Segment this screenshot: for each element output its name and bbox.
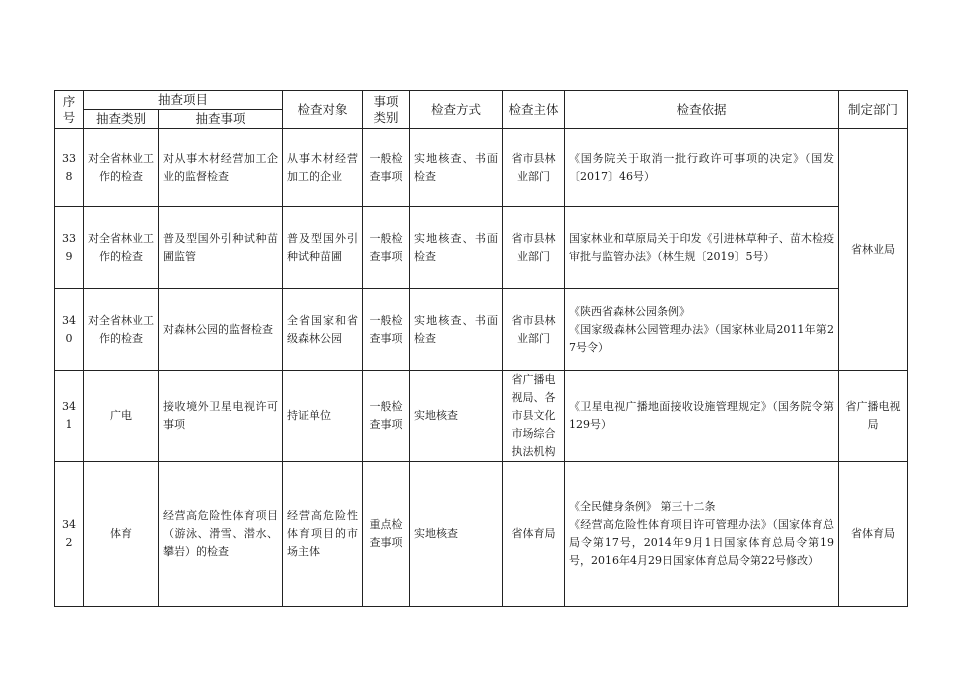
cell-category: 广电 bbox=[84, 371, 159, 462]
cell-type: 一般检查事项 bbox=[363, 129, 410, 207]
header-seq-line1: 序 bbox=[62, 93, 76, 109]
cell-seq: 341 bbox=[55, 371, 84, 462]
header-check-subject: 检查主体 bbox=[503, 91, 565, 129]
basis-line: 《国务院关于取消一批行政许可事项的决定》（国发〔2017〕46号） bbox=[569, 151, 835, 183]
table-row bbox=[55, 129, 908, 207]
table-row bbox=[55, 462, 908, 607]
basis-line: 《卫星电视广播地面接收设施管理规定》（国务院令第129号） bbox=[569, 400, 835, 431]
cell-object: 经营高危险性体育项目的市场主体 bbox=[283, 462, 363, 607]
cell-basis bbox=[565, 371, 839, 462]
cell-matter: 接收境外卫星电视许可事项 bbox=[159, 371, 283, 462]
cell-dept-forestry: 省林业局 bbox=[839, 129, 908, 371]
cell-object: 普及型国外引种试种苗圃 bbox=[283, 207, 363, 289]
basis-line: 《陕西省森林公园条例》 bbox=[569, 304, 691, 318]
cell-subject: 省体育局 bbox=[503, 462, 565, 607]
cell-dept-sports: 省体育局 bbox=[839, 462, 908, 607]
basis-line: 《经营高危险性体育项目许可管理办法》（国家体育总局令第17号，2014年9月1日国家体育总局令第19号，2016年4月29日国家体育总局令第22号修改） bbox=[569, 518, 835, 567]
cell-seq: 339 bbox=[55, 207, 84, 289]
cell-type: 一般检查事项 bbox=[363, 371, 410, 462]
header-spot-check-item: 抽查项目 bbox=[84, 91, 283, 110]
cell-subject: 省市县林业部门 bbox=[503, 207, 565, 289]
header-seq bbox=[55, 91, 84, 129]
cell-seq: 340 bbox=[55, 289, 84, 371]
cell-category: 体育 bbox=[84, 462, 159, 607]
spot-check-table bbox=[54, 90, 908, 607]
cell-method: 实地核查、书面检查 bbox=[410, 289, 503, 371]
cell-type: 重点检查事项 bbox=[363, 462, 410, 607]
cell-subject: 省广播电视局、各市县文化市场综合执法机构 bbox=[503, 371, 565, 462]
cell-object: 全省国家和省级森林公园 bbox=[283, 289, 363, 371]
header-row-top bbox=[55, 91, 908, 110]
cell-category: 对全省林业工作的检查 bbox=[84, 129, 159, 207]
cell-method: 实地核查、书面检查 bbox=[410, 129, 503, 207]
header-seq-line2: 号 bbox=[62, 109, 76, 125]
cell-method: 实地核查 bbox=[410, 371, 503, 462]
cell-category: 对全省林业工作的检查 bbox=[84, 289, 159, 371]
cell-basis bbox=[565, 289, 839, 371]
cell-matter: 对从事木材经营加工企业的监督检查 bbox=[159, 129, 283, 207]
cell-basis bbox=[565, 462, 839, 607]
header-formulating-dept: 制定部门 bbox=[839, 91, 908, 129]
cell-category: 对全省林业工作的检查 bbox=[84, 207, 159, 289]
cell-basis bbox=[565, 129, 839, 207]
cell-method: 实地核查、书面检查 bbox=[410, 207, 503, 289]
header-check-basis: 检查依据 bbox=[565, 91, 839, 129]
cell-matter: 对森林公园的监督检查 bbox=[159, 289, 283, 371]
cell-type: 一般检查事项 bbox=[363, 289, 410, 371]
table-row bbox=[55, 289, 908, 371]
cell-subject: 省市县林业部门 bbox=[503, 289, 565, 371]
table-row bbox=[55, 207, 908, 289]
basis-line: 《全民健身条例》 第三十二条 bbox=[569, 500, 716, 513]
cell-basis bbox=[565, 207, 839, 289]
header-check-method: 检查方式 bbox=[410, 91, 503, 129]
header-item-type-line1: 事项 bbox=[373, 93, 399, 109]
header-item-type bbox=[363, 91, 410, 129]
basis-line: 《国家级森林公园管理办法》（国家林业局2011年第27号令） bbox=[569, 322, 835, 354]
header-check-object: 检查对象 bbox=[283, 91, 363, 129]
header-check-category: 抽查类别 bbox=[84, 110, 159, 129]
cell-seq: 342 bbox=[55, 462, 84, 607]
cell-matter: 经营高危险性体育项目（游泳、滑雪、潜水、攀岩）的检查 bbox=[159, 462, 283, 607]
cell-method: 实地核查 bbox=[410, 462, 503, 607]
cell-subject: 省市县林业部门 bbox=[503, 129, 565, 207]
table-row bbox=[55, 371, 908, 462]
cell-seq: 338 bbox=[55, 129, 84, 207]
cell-object: 从事木材经营加工的企业 bbox=[283, 129, 363, 207]
header-check-matter: 抽查事项 bbox=[159, 110, 283, 129]
header-item-type-line2: 类别 bbox=[373, 109, 399, 125]
basis-line: 国家林业和草原局关于印发《引进林草种子、苗木检疫审批与监管办法》（林生规〔2019〕5号） bbox=[569, 231, 835, 263]
cell-dept-broadcast: 省广播电视局 bbox=[839, 371, 908, 462]
cell-matter: 普及型国外引种试种苗圃监管 bbox=[159, 207, 283, 289]
cell-type: 一般检查事项 bbox=[363, 207, 410, 289]
cell-object: 持证单位 bbox=[283, 371, 363, 462]
